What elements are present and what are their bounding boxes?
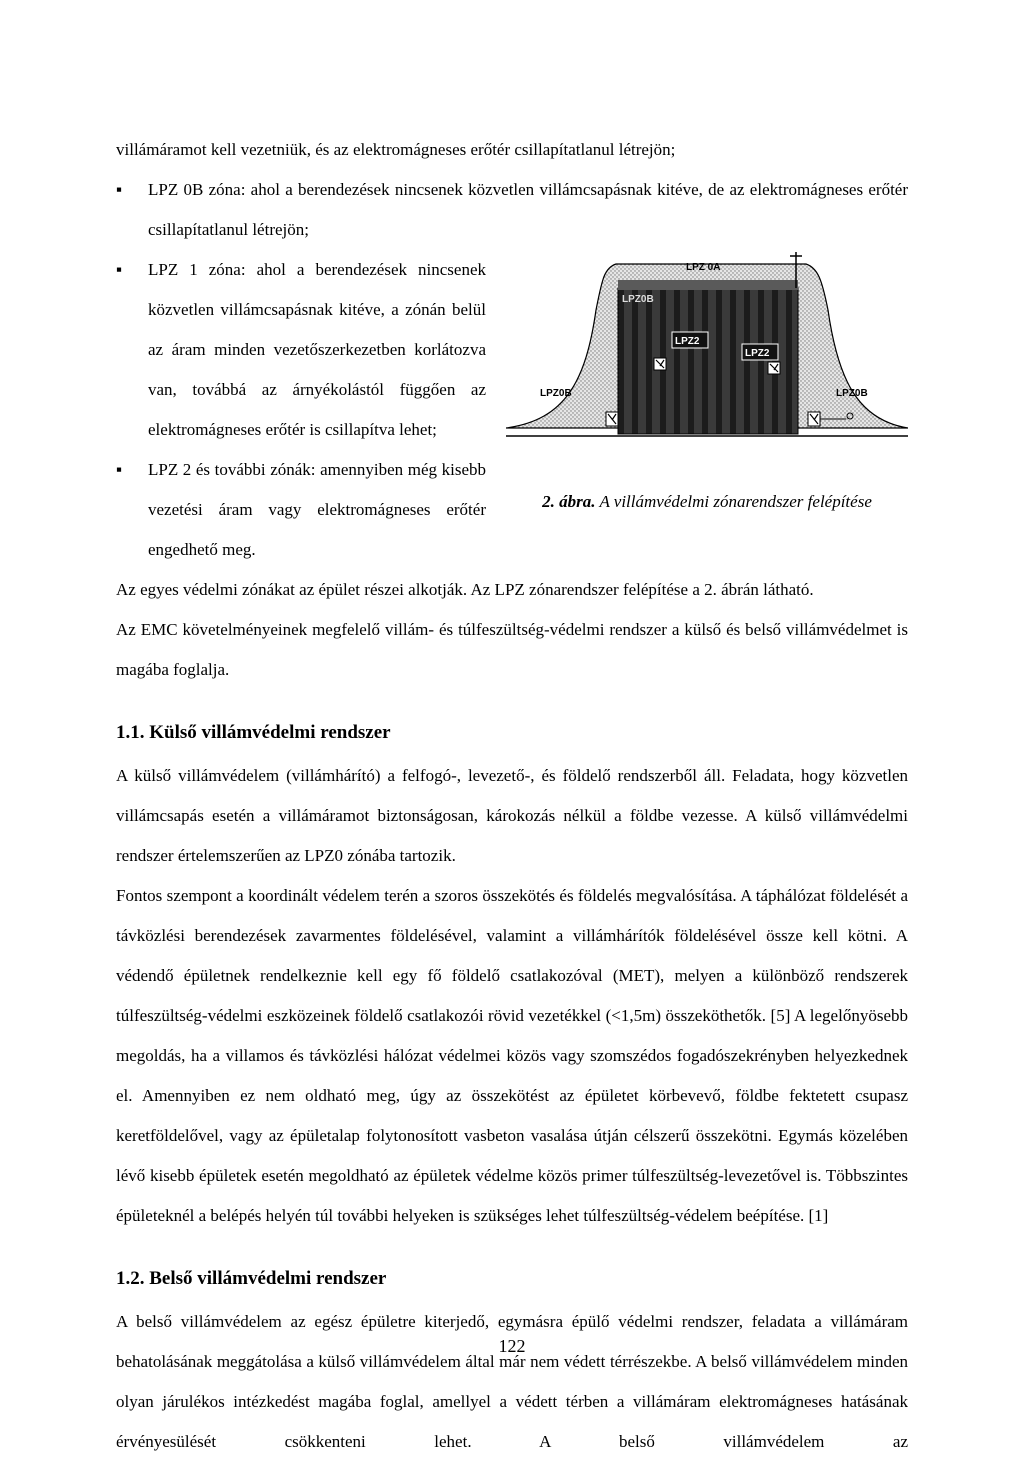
label-lpz0a: LPZ 0A [686, 262, 721, 273]
bullet-marker: ▪ [116, 460, 123, 479]
document-page [116, 130, 908, 1462]
intro-line: villámáramot kell vezetniük, és az elektromágneses erőtér csillapítatlanul létrejön; [116, 140, 676, 159]
bullets-with-figure [116, 250, 908, 570]
figure-caption [506, 491, 908, 513]
label-lpz2-right: LPZ2 [745, 348, 770, 359]
bullet-text: LPZ 2 és további zónák: amennyiben még kisebb vezetési áram vagy elektromágneses erőtér engedhető meg. [148, 460, 486, 559]
building-lpz1 [618, 288, 798, 434]
section-number: 1.2. [116, 1268, 145, 1289]
paragraph-zones: Az egyes védelmi zónákat az épület részei alkotják. Az LPZ zónarendszer felépítése a 2. ábrán látható. [116, 580, 814, 599]
bullet-marker: ▪ [116, 260, 123, 279]
page-number: 122 [498, 1336, 526, 1356]
building-roof [618, 280, 798, 290]
bullet-marker: ▪ [116, 180, 123, 199]
section-heading-external [116, 716, 908, 750]
caption-number: 2. ábra. [542, 492, 596, 511]
section-title: Külső villámvédelmi rendszer [149, 722, 391, 743]
paragraph-external-1: A külső villámvédelem (villámhárító) a felfogó-, levezető-, és földelő rendszerből áll. Feladata, hogy közvetlen villámcsapás esetén a villámáramot biztonságosan, károkozás nélkül a földbe vezesse. A külső villámvédelmi rendszer értelemszerűen az LPZ0 zónába tartozik. [116, 766, 908, 865]
section-heading-internal [116, 1262, 908, 1296]
lpz-zone-diagram [506, 250, 908, 450]
section-title: Belső villámvédelmi rendszer [149, 1268, 387, 1289]
bullet-text: LPZ 0B zóna: ahol a berendezések nincsenek közvetlen villámcsapásnak kitéve, de az elektromágneses erőtér csillapítatlanul létrejön; [148, 180, 908, 239]
paragraph-emc: Az EMC követelményeinek megfelelő villám- és túlfeszültség-védelmi rendszer a külső és belső villámvédelmet is magába foglalja. [116, 620, 908, 679]
bullet-text: LPZ 1 zóna: ahol a berendezések nincsenek közvetlen villámcsapásnak kitéve, a zónán belül az áram minden vezetőszerkezetben korlátozva van, továbbá az árnyékolástól függően az elektromágneses erőtér is csillapítva lehet; [148, 260, 486, 439]
zone-figure [506, 250, 908, 513]
bullet-lpz0b [116, 170, 908, 250]
section-number: 1.1. [116, 722, 145, 743]
bullet-lpz2 [116, 450, 486, 570]
label-lpz0b-top: LPZ0B [622, 294, 654, 305]
paragraph-external-2: Fontos szempont a koordinált védelem terén a szoros összekötés és földelés megvalósítása. A táphálózat földelését a távközlési berendezések zavarmentes földelésével, valamint a villámhárítók földelésével össze kell kötni. A védendő épületnek rendelkeznie kell egy fő földelő csatlakozóval (MET), melyen a különböző rendszerek túlfeszültség-védelmi eszközeinek földelő csatlakozói rövid vezetékkel (<1,5m) összeköthetők. [5] A legelőnyösebb megoldás, ha a villamos és távközlési hálózat védelmei közös vagy szomszédos fogadószekrényben helyezkednek el. Amennyiben ez nem oldható meg, úgy az összekötést az épületet körbevevő, földbe fektetett csupasz keretföldelővel, vagy az épületalap folytonosított vasbeton vasalása útján célszerű összekötni. Egymás közelében lévő kisebb épületek esetén megoldható az épületek védelme közös primer túlfeszültség-levezetővel is. Többszintes épületeknél a belépés helyén túl további helyeken is szükséges lehet túlfeszültség-védelem beépítése. [1] [116, 886, 908, 1225]
narrow-column [116, 250, 486, 570]
label-lpz0b-left: LPZ0B [540, 388, 572, 399]
caption-text: A villámvédelmi zónarendszer felépítése [599, 492, 872, 511]
paragraph-internal-1: A belső villámvédelem az egész épületre kiterjedő, egymásra épülő védelmi rendszer, feladata a villámáram behatolásának meggátolása a külső villámvédelem által már nem védett térrészekbe. A belső villámvédelem minden olyan járulékos intézkedést magába foglal, amellyel a védett térben a villámáram elektromágneses hatásának érvényesülését csökkenteni lehet. A belső villámvédelem az [116, 1312, 908, 1451]
label-lpz0b-right: LPZ0B [836, 388, 868, 399]
label-lpz2-left: LPZ2 [675, 336, 700, 347]
bullet-lpz1 [116, 250, 486, 450]
